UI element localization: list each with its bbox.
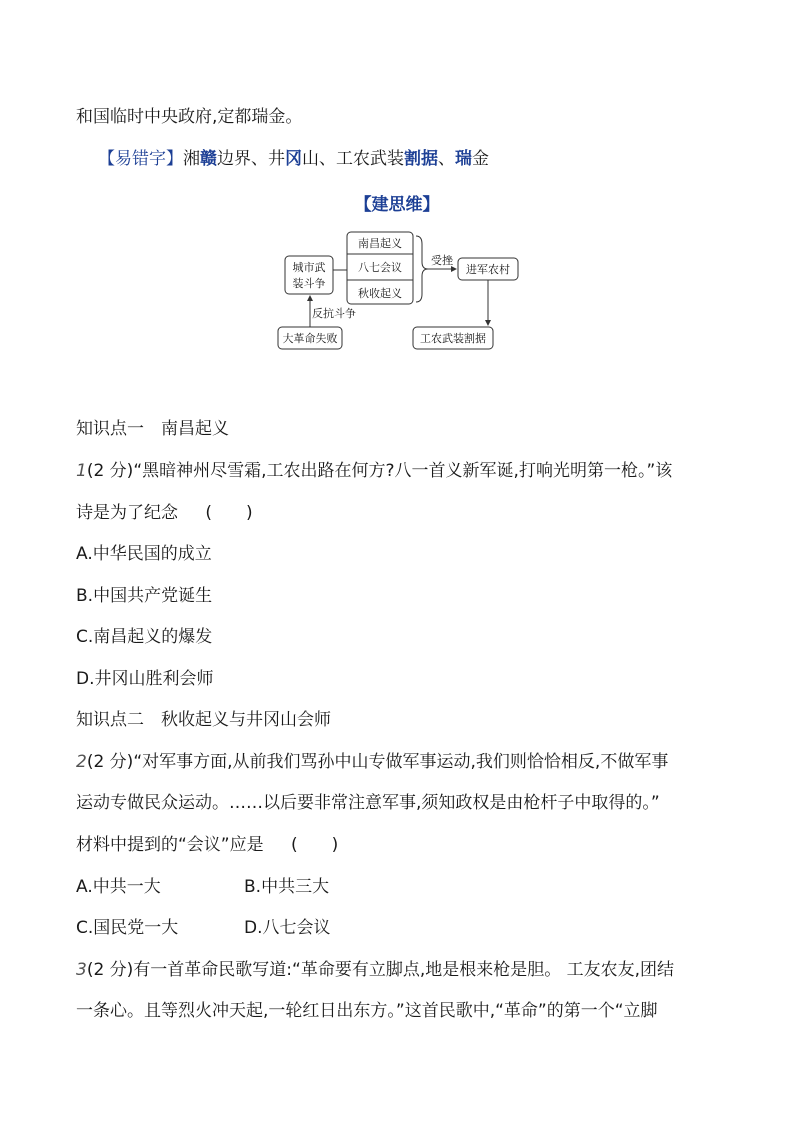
q2-number: 2 [76, 752, 87, 772]
setback-label: 受挫 [431, 254, 453, 267]
typo-highlight-char: 瑞 [455, 149, 472, 169]
q2-answer-bracket: ( ) [291, 835, 339, 855]
city-box-line1: 城市武 [292, 261, 326, 274]
q1-score: (2 分) [86, 461, 134, 481]
q1-stem-1: “黑暗神州尽雪霜,工农出路在何方?八一首义新军诞,打响光明第一枪。”该 [133, 461, 673, 481]
q2-options-row2 [76, 917, 331, 939]
knowledge-point-1: 知识点一 南昌起义 [76, 419, 229, 439]
q2-stem-3: 材料中提到的“会议”应是 [76, 835, 264, 855]
q1-stem-2: 诗是为了纪念 [76, 503, 178, 523]
q2-option-c: C.国民党一大 [76, 918, 179, 938]
typo-text: 湘 [183, 149, 200, 169]
brace [416, 236, 428, 302]
typo-highlight-char: 冈 [285, 149, 302, 169]
q2-option-a: A.中共一大 [76, 877, 161, 897]
typo-text: 边界、井 [217, 149, 285, 169]
q1-line2 [76, 502, 253, 524]
q2-option-b: B.中共三大 [244, 877, 330, 897]
q2-stem-1: “对军事方面,从前我们骂孙中山专做军事运动,我们则恰恰相反,不做军事 [133, 752, 669, 772]
meeting-autumn: 秋收起义 [358, 287, 402, 300]
q2-options-row1 [76, 876, 329, 898]
q3-stem-1: 有一首革命民歌写道:“革命要有立脚点,地是根来枪是胆。 工友农友,团结 [133, 960, 675, 980]
city-box-line2: 装斗争 [292, 277, 326, 290]
meeting-87: 八七会议 [358, 261, 402, 274]
typo-label: 【易错字】 [98, 149, 183, 169]
typo-text: 金 [472, 149, 489, 169]
q3-stem-2: 一条心。且等烈火冲天起,一轮红日出东方。”这首民歌中,“革命”的第一个“立脚 [76, 1001, 658, 1021]
typo-note [98, 148, 489, 170]
typo-highlight-char: 赣 [200, 149, 217, 169]
mindmap-title: 【建思维】 [354, 195, 440, 215]
q2-score: (2 分) [86, 752, 134, 772]
resist-label: 反抗斗争 [312, 307, 356, 320]
q2-stem-2: 运动专做民众运动。……以后要非常注意军事,须知政权是由枪杆子中取得的。” [76, 793, 660, 813]
q2-line1 [76, 751, 668, 773]
typo-text: 、 [438, 149, 455, 169]
q3-number: 3 [76, 960, 87, 980]
intro-line: 和国临时中央政府,定都瑞金。 [76, 107, 303, 127]
meeting-nanchang: 南昌起义 [358, 237, 402, 250]
base-box-label: 工农武装割据 [420, 332, 486, 345]
revolution-box-label: 大革命失败 [282, 332, 338, 345]
typo-segments [183, 149, 489, 169]
mindmap-diagram [270, 224, 530, 354]
q1-answer-bracket: ( ) [205, 503, 253, 523]
q1-option-a: A.中华民国的成立 [76, 544, 212, 564]
q1-option-c: C.南昌起义的爆发 [76, 627, 213, 647]
knowledge-point-2: 知识点二 秋收起义与井冈山会师 [76, 710, 331, 730]
q1-number: 1 [76, 461, 87, 481]
q2-option-d: D.八七会议 [244, 918, 331, 938]
march-box-label: 进军农村 [466, 263, 510, 276]
q1-line1 [76, 460, 672, 482]
q3-line1 [76, 959, 674, 981]
typo-text: 山、工农武装 [302, 149, 404, 169]
typo-highlight-char: 割据 [404, 149, 438, 169]
q1-option-d: D.井冈山胜利会师 [76, 669, 214, 689]
q3-score: (2 分) [86, 960, 134, 980]
q1-option-b: B.中国共产党诞生 [76, 586, 213, 606]
q2-line3 [76, 834, 338, 856]
